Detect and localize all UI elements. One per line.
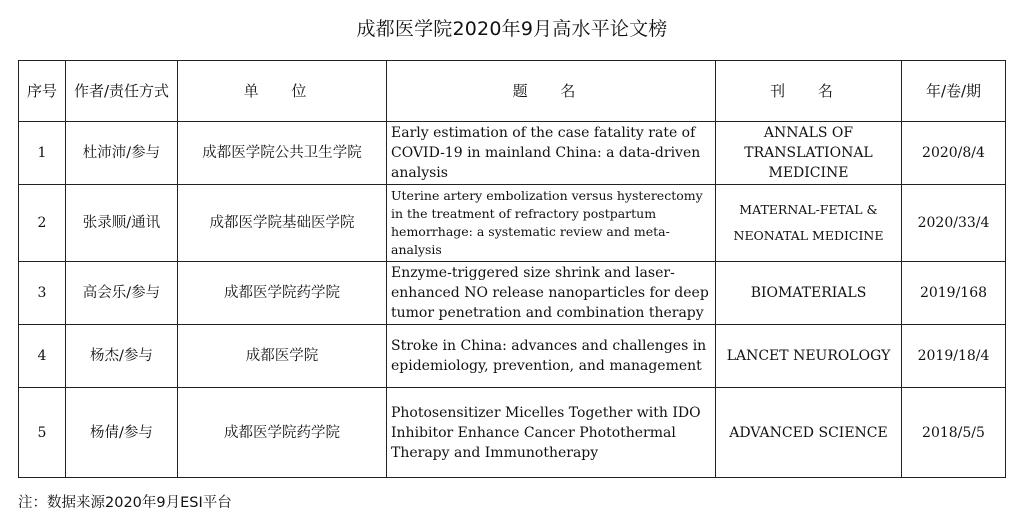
source-note: 注：数据来源2020年9月ESI平台 [18,495,232,511]
header-volume: 年/卷/期 [902,61,1006,122]
cell-index: 1 [19,122,66,185]
cell-journal: ANNALS OF TRANSLATIONAL MEDICINE [716,122,902,185]
cell-index: 5 [19,388,66,478]
table-row [19,388,1006,478]
cell-volume: 2019/168 [902,262,1006,325]
cell-author: 高会乐/参与 [66,262,178,325]
cell-volume: 2020/8/4 [902,122,1006,185]
cell-author: 杨杰/参与 [66,325,178,388]
cell-paper: Early estimation of the case fatality rate of COVID-19 in mainland China: a data-driven analysis [387,122,716,185]
cell-author: 杜沛沛/参与 [66,122,178,185]
cell-journal: BIOMATERIALS [716,262,902,325]
cell-unit: 成都医学院药学院 [178,262,387,325]
cell-paper: Stroke in China: advances and challenges in epidemiology, prevention, and management [387,325,716,388]
cell-paper: Enzyme-triggered size shrink and laser-enhanced NO release nanoparticles for deep tumor penetration and combination therapy [387,262,716,325]
cell-volume: 2020/33/4 [902,185,1006,262]
table-row [19,325,1006,388]
cell-paper: Uterine artery embolization versus hysterectomy in the treatment of refractory postpartum hemorrhage: a systematic review and meta-analysis [387,185,716,262]
table-header-row [19,61,1006,122]
header-journal: 刊 名 [716,61,902,122]
cell-volume: 2018/5/5 [902,388,1006,478]
cell-journal: ADVANCED SCIENCE [716,388,902,478]
table-row [19,262,1006,325]
cell-author: 张录顺/通讯 [66,185,178,262]
header-paper: 题 名 [387,61,716,122]
cell-index: 4 [19,325,66,388]
cell-journal: LANCET NEUROLOGY [716,325,902,388]
cell-index: 2 [19,185,66,262]
header-unit: 单 位 [178,61,387,122]
table-row [19,185,1006,262]
cell-unit: 成都医学院公共卫生学院 [178,122,387,185]
header-author: 作者/责任方式 [66,61,178,122]
cell-unit: 成都医学院药学院 [178,388,387,478]
cell-author: 杨倩/参与 [66,388,178,478]
cell-unit: 成都医学院基础医学院 [178,185,387,262]
cell-index: 3 [19,262,66,325]
cell-journal: MATERNAL-FETAL & NEONATAL MEDICINE [716,185,902,262]
cell-volume: 2019/18/4 [902,325,1006,388]
cell-paper: Photosensitizer Micelles Together with IDO Inhibitor Enhance Cancer Photothermal Therapy and Immunotherapy [387,388,716,478]
cell-unit: 成都医学院 [178,325,387,388]
papers-table [18,60,1006,478]
table-row [19,122,1006,185]
page-title: 成都医学院2020年9月高水平论文榜 [356,18,668,40]
header-index: 序号 [19,61,66,122]
